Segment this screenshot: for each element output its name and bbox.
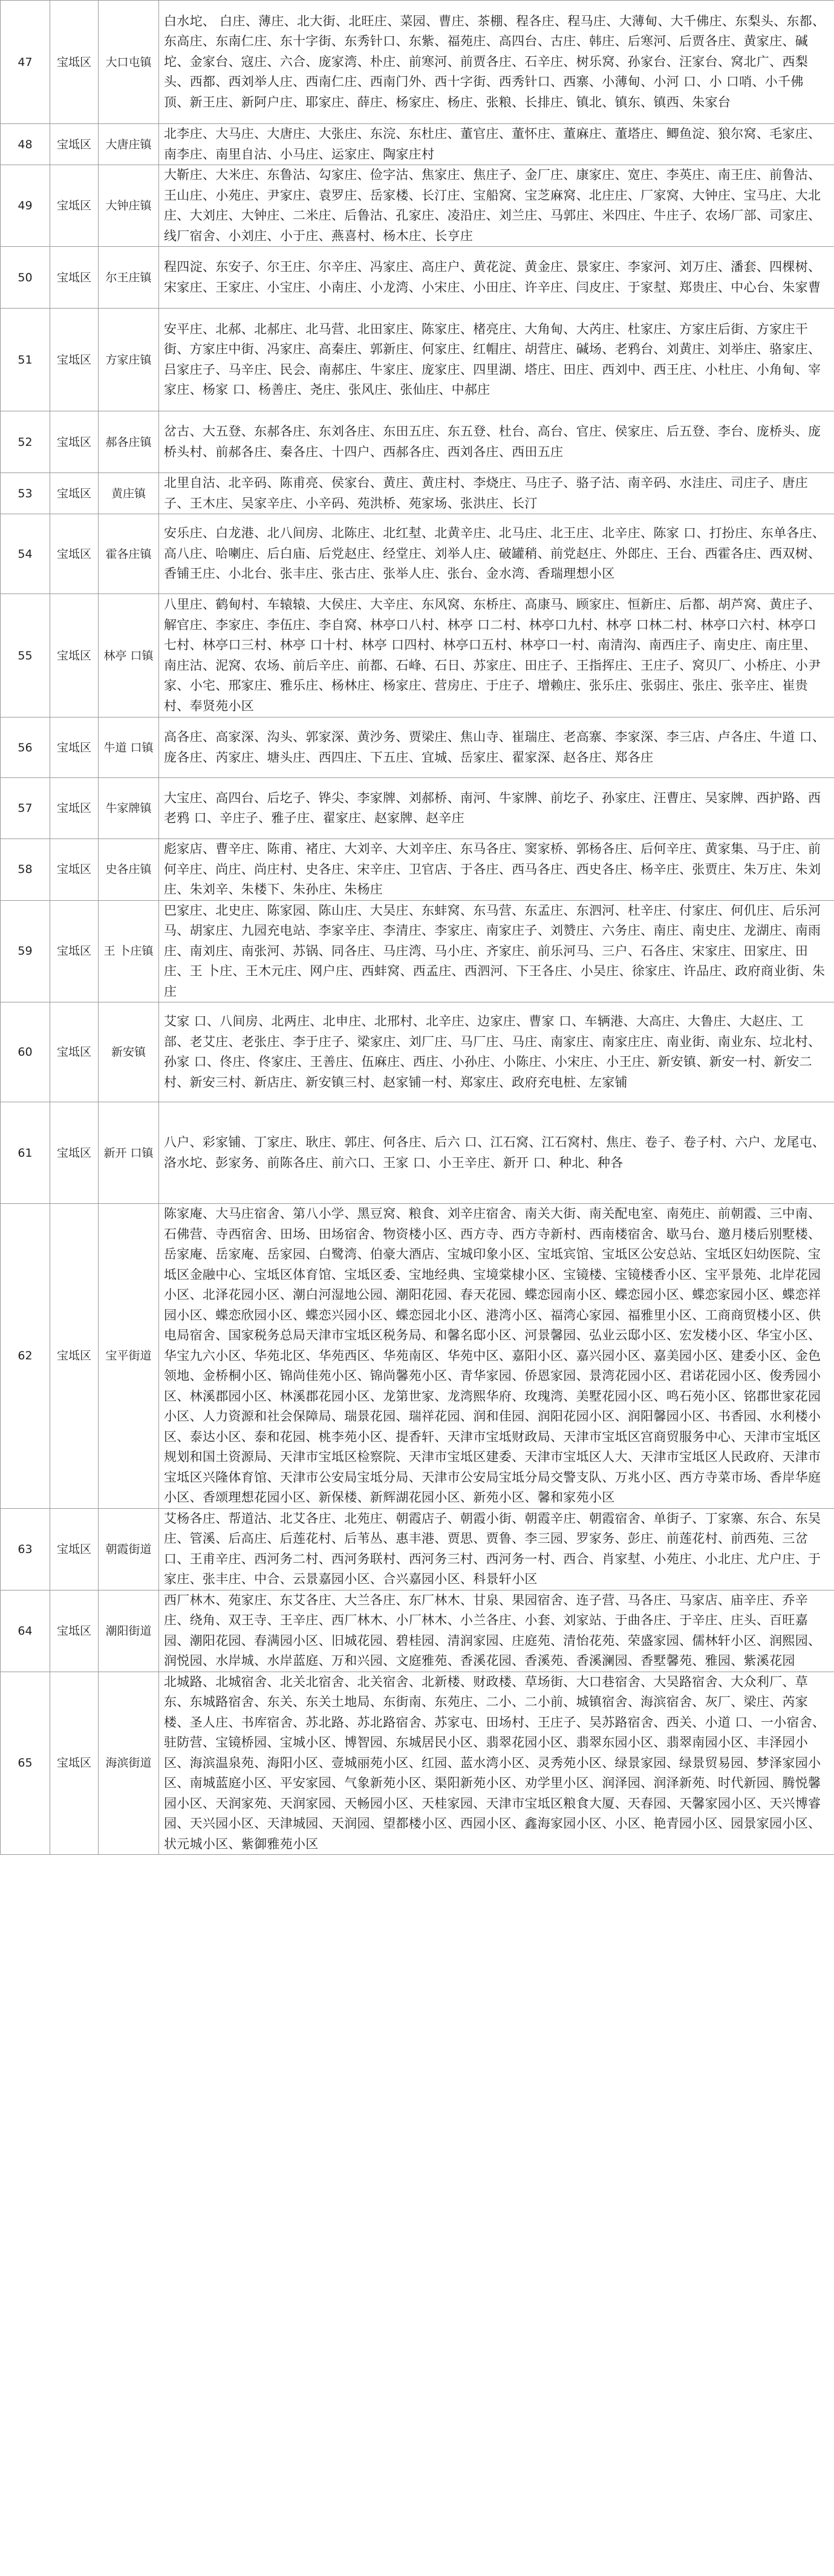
town-cell: 新开 口镇 [99,1102,159,1204]
town-cell: 史各庄镇 [99,839,159,901]
table-row [1,1,834,124]
row-number: 52 [1,411,50,473]
row-number: 49 [1,165,50,247]
town-cell: 新安镇 [99,1002,159,1102]
row-number: 56 [1,718,50,778]
table-row [1,165,834,247]
areas-cell: 北城路、北城宿舍、北关北宿舍、北关宿舍、北新楼、财政楼、草场街、大口巷宿舍、大吴路宿舍、大众利厂、草东、东城路宿舍、东关、东关土地局、东街南、东苑庄、二小、二小前、城镇宿舍、海滨宿舍、灰厂、梁庄、芮家楼、圣人庄、书库宿舍、苏北路、苏北路宿舍、苏家屯、田场村、王庄子、吴苏路宿舍、西关、小道 口、一小宿舍、驻防营、宝镜桥园、宝城小区、博智园、东城居民小区、翡翠花园小区、翡翠东园小区、翡翠南园小区、丰泽园小区、海滨温泉苑、海阳小区、壹城丽苑小区、红园、蓝水湾小区、灵秀苑小区、绿景家园、绿景贸易园、梦泽家园小区、南城蓝庭小区、平安家园、气象新苑小区、渠阳新苑小区、劝学里小区、润泽园、润泽新苑、时代新园、腾悦馨园小区、天润家苑、天润家园、天畅园小区、天桂家园、天津市宝坻区粮食大厦、天春园、天馨家园小区、天兴博睿园、天兴园小区、天津城园、天润园、望都楼小区、西园小区、鑫海家园小区、小区、艳青园小区、园景家园小区、状元城小区、紫御雅苑小区 [159,1672,834,1855]
areas-cell: 西厂林木、苑家庄、东艾各庄、大兰各庄、东厂林木、甘泉、果园宿舍、连子营、马各庄、马家店、庙辛庄、乔辛庄、绕角、双王寺、王辛庄、西厂林木、小厂林木、小兰各庄、小套、刘家站、于曲各庄、于辛庄、庄头、百旺嘉园、潮阳花园、春满园小区、旧城花园、碧桂园、清润家园、庄庭苑、清怡花苑、荣盛家园、儒林轩小区、润熙园、润悦园、水岸城、水岸蓝庭、万和兴园、文庭雅苑、香溪花园、香溪苑、香溪澜园、香墅馨苑、雅园、紫溪花园 [159,1590,834,1672]
areas-cell: 大靳庄、大米庄、东鲁沽、勾家庄、俭字沽、焦家庄、焦庄子、金厂庄、康家庄、宽庄、李英庄、南王庄、前鲁沽、王山庄、小苑庄、尹家庄、袁罗庄、岳家楼、长汀庄、宝船窝、宝芝麻窝、北庄庄、厂家窝、大钟庄、宝马庄、大北庄、大刘庄、大钟庄、二米庄、后鲁沽、孔家庄、凌沿庄、刘兰庄、马郭庄、米四庄、牛庄子、农场厂部、司家庄、线厂宿舍、小刘庄、小于庄、燕喜村、杨木庄、长亨庄 [159,165,834,247]
table-row [1,1002,834,1102]
areas-cell: 陈家庵、大马庄宿舍、第八小学、黑豆窝、粮食、刘辛庄宿舍、南关大街、南关配电室、南苑庄、前朝霞、三中南、石佛营、寺西宿舍、田场、田场宿舍、物资楼小区、西方寺、西方寺新村、西南楼宿舍、歇马台、邀月楼后别墅楼、岳家庵、岳家庵、岳家园、白鹭湾、伯豪大酒店、宝城印象小区、宝坻宾馆、宝坻区公安总站、宝坻区妇幼医院、宝坻区金融中心、宝坻区体育馆、宝坻区委、宝地经典、宝境棠棣小区、宝镜楼、宝镜楼香小区、宝平景苑、北岸花园小区、北泽花园小区、潮白河湿地公园、潮阳花园、春天花园、蝶恋园南小区、蝶恋园小区、蝶恋家园小区、蝶恋祥园小区、蝶恋欣园小区、蝶恋兴园小区、蝶恋园北小区、港湾小区、福湾心家园、福雅里小区、工商商贸楼小区、供电局宿舍、国家税务总局天津市宝坻区税务局、和馨名邸小区、河景馨园、弘业云邸小区、宏发楼小区、华宝小区、华宝九六小区、华苑北区、华苑西区、华苑南区、华苑中区、嘉阳小区、嘉兴园小区、嘉美园小区、建委小区、金色领地、金桥桐小区、锦尚佳苑小区、锦尚馨苑小区、青华家园、侨恩家园、景湾花园小区、君诺花园小区、俊秀园小区、林溪郡园小区、林溪郡花园小区、龙第世家、龙湾熙华府、玫瑰湾、美墅花园小区、鸣石苑小区、铭郡世家花园小区、人力资源和社会保障局、瑞景花园、瑞祥花园、润和佳园、润阳花园小区、润阳馨园小区、书香园、水利楼小区、泰达小区、泰和花园、桃李苑小区、提香轩、天津市宝坻财政局、天津市宝坻区宫商贸服务中心、天津市宝坻区规划和国土资源局、天津市宝坻区检察院、天津市宝坻区建委、天津市宝坻区人大、天津市宝坻区人民政府、天津市宝坻区兴隆体育馆、天津市公安局宝坻分局、天津市公安局宝坻分局交警支队、万兆小区、西方寺菜市场、香岸华庭小区、香颂理想花园小区、新保楼、新辉湖花园小区、新苑小区、馨和家苑小区 [159,1204,834,1509]
table-row [1,594,834,718]
areas-cell: 高各庄、高家深、沟头、郭家深、黄沙务、贾梁庄、焦山寺、崔瑞庄、老高寨、李家深、李三店、卢各庄、牛道 口、庞各庄、芮家庄、塘头庄、西四庄、下五庄、宜城、岳家庄、翟家深、赵各庄、郑各庄 [159,718,834,778]
district-cell: 宝坻区 [50,1204,99,1509]
table-row [1,473,834,514]
areas-cell: 岔古、大五登、东郝各庄、东刘各庄、东田五庄、东五登、杜台、高台、官庄、侯家庄、后五登、李台、庞桥头、庞桥头村、前郝各庄、秦各庄、十四户、西郝各庄、西刘各庄、西田五庄 [159,411,834,473]
town-cell: 朝霞街道 [99,1508,159,1590]
town-cell: 方家庄镇 [99,309,159,411]
district-cell: 宝坻区 [50,1508,99,1590]
areas-cell: 八里庄、鹤甸村、车辕辕、大侯庄、大辛庄、东风窝、东桥庄、高康马、顾家庄、恒新庄、后都、胡芦窝、黄庄子、解官庄、李家庄、李伍庄、李自窝、林亭口八村、林亭 口二村、林亭口九村、林亭 口林二村、林亭口六村、林亭口七村、林亭口三村、林亭 口十村、林亭 口四村、林亭口五村、林亭口一村、南清沟、南西庄子、南史庄、南庄里、南庄沽、泥窝、农场、前后辛庄、前都、石峰、石日、苏家庄、田庄子、王指挥庄、王庄子、窝贝厂、小桥庄、小尹家、小宅、邢家庄、雅乐庄、杨林庄、杨家庄、营房庄、于庄子、增赖庄、张乐庄、张弱庄、张庄、张辛庄、崔贵村、奉贤苑小区 [159,594,834,718]
district-cell: 宝坻区 [50,1002,99,1102]
town-cell: 大钟庄镇 [99,165,159,247]
district-cell: 宝坻区 [50,514,99,594]
row-number: 50 [1,247,50,309]
row-number: 58 [1,839,50,901]
table-row [1,124,834,165]
town-cell: 海滨街道 [99,1672,159,1855]
town-cell: 尔王庄镇 [99,247,159,309]
table-row [1,1672,834,1855]
table-row [1,718,834,778]
district-cell: 宝坻区 [50,900,99,1002]
district-cell: 宝坻区 [50,1590,99,1672]
areas-cell: 程四淀、东安子、尔王庄、尔辛庄、冯家庄、高庄户、黄花淀、黄金庄、景家庄、李家河、刘万庄、潘套、四棵树、宋家庄、王家庄、小宝庄、小南庄、小龙湾、小宋庄、小田庄、许辛庄、闫皮庄、于家堼、郑贵庄、中心台、朱家曹 [159,247,834,309]
row-number: 63 [1,1508,50,1590]
row-number: 47 [1,1,50,124]
town-cell: 林亭 口镇 [99,594,159,718]
row-number: 55 [1,594,50,718]
district-cell: 宝坻区 [50,718,99,778]
table-row [1,1590,834,1672]
district-cell: 宝坻区 [50,778,99,839]
areas-cell: 八户、彩家铺、丁家庄、耿庄、郭庄、何各庄、后六 口、江石窝、江石窝村、焦庄、卷子、卷子村、六户、龙尾屯、洛水坨、彭家务、前陈各庄、前六口、王家 口、小王辛庄、新开 口、种北、种各 [159,1102,834,1204]
town-cell: 牛道 口镇 [99,718,159,778]
row-number: 65 [1,1672,50,1855]
row-number: 61 [1,1102,50,1204]
district-cell: 宝坻区 [50,1102,99,1204]
town-cell: 大唐庄镇 [99,124,159,165]
table-row [1,839,834,901]
district-cell: 宝坻区 [50,411,99,473]
row-number: 51 [1,309,50,411]
district-cell: 宝坻区 [50,124,99,165]
row-number: 57 [1,778,50,839]
table-row [1,1204,834,1509]
town-cell: 大口屯镇 [99,1,159,124]
areas-cell: 艾家 口、八间房、北两庄、北申庄、北邢村、北辛庄、边家庄、曹家 口、车辆港、大高庄、大鲁庄、大赵庄、工部、老艾庄、老张庄、李于庄子、梁家庄、刘厂庄、马厂庄、马庄、南家庄、南家庄庄、南业街、南业东、垃北村、孙家 口、佟庄、佟家庄、王善庄、伍麻庄、西庄、小孙庄、小陈庄、小宋庄、小王庄、新安镇、新安一村、新安二村、新安三村、新店庄、新安镇三村、赵家铺一村、郑家庄、政府充电桩、左家铺 [159,1002,834,1102]
table-row [1,514,834,594]
town-cell: 霍各庄镇 [99,514,159,594]
town-cell: 王 卜庄镇 [99,900,159,1002]
town-cell: 黄庄镇 [99,473,159,514]
areas-cell: 北里自沽、北辛码、陈甫亮、侯家台、黄庄、黄庄村、李烧庄、马庄子、骆子沽、南辛码、水洼庄、司庄子、唐庄子、王木庄、吴家辛庄、小辛码、苑洪桥、苑家场、张洪庄、长汀 [159,473,834,514]
table-row [1,1102,834,1204]
row-number: 62 [1,1204,50,1509]
areas-cell: 艾杨各庄、帮道沽、北艾各庄、北苑庄、朝霞店子、朝霞小街、朝霞辛庄、朝霞宿舍、单街子、丁家寨、东合、东吴庄、管溪、后高庄、后莲花村、后苇丛、惠丰港、贾思、贾鲁、李三园、罗家务、彭庄、前莲花村、前西苑、三岔 口、王甫辛庄、西河务二村、西河务联村、西河务三村、西河务一村、西合、肖家堼、小苑庄、小北庄、尤户庄、于家庄、张丰庄、中合、云景嘉园小区、合兴嘉园小区、科景轩小区 [159,1508,834,1590]
table-row [1,309,834,411]
district-cell: 宝坻区 [50,309,99,411]
areas-cell: 巴家庄、北史庄、陈家园、陈山庄、大吴庄、东蚌窝、东马营、东孟庄、东泗河、杜辛庄、付家庄、何仉庄、后乐河马、胡家庄、九园充电站、李家辛庄、李清庄、李家庄、南家庄子、刘赞庄、六务庄、南庄、南史庄、龙湖庄、南雨庄、南刘庄、南张河、苏锅、同各庄、马庄湾、马小庄、齐家庄、前乐河马、三户、石各庄、宋家庄、田家庄、田庄、王 卜庄、王木元庄、网户庄、西蚌窝、西孟庄、西泗河、下王各庄、小吴庄、徐家庄、许品庄、政府商业街、朱庄 [159,900,834,1002]
table-row [1,900,834,1002]
areas-cell: 彪家店、曹辛庄、陈甫、褚庄、大刘辛、大刘辛庄、东马各庄、窦家桥、郭杨各庄、后何辛庄、黄家集、马于庄、前何辛庄、尚庄、尚庄村、史各庄、宋辛庄、卫官店、于各庄、西马各庄、西史各庄、杨辛庄、张贾庄、朱万庄、朱刘庄、朱刘辛、朱楼下、朱孙庄、朱杨庄 [159,839,834,901]
town-cell: 牛家牌镇 [99,778,159,839]
areas-cell: 白水坨、 白庄、薄庄、北大街、北旺庄、菜园、曹庄、茶棚、程各庄、程马庄、大薄甸、大千佛庄、东梨头、东都、东高庄、东南仁庄、东十字街、东秀针口、东紫、福苑庄、高四台、古庄、韩庄、后寒河、后贾各庄、黄家庄、碱坨、金家台、寇庄、六合、庞家湾、朴庄、前寒河、前贾各庄、石辛庄、树乐窝、孙家台、汪家台、窝北广、西梨头、西都、西刘举人庄、西南仁庄、西南门外、西十字街、西秀针口、西寨、小薄甸、小河 口、小 口哨、小千佛顶、新王庄、新阿户庄、耶家庄、薛庄、杨家庄、杨庄、张粮、长排庄、镇北、镇东、镇西、朱家台 [159,1,834,124]
district-cell: 宝坻区 [50,1672,99,1855]
row-number: 48 [1,124,50,165]
district-cell: 宝坻区 [50,473,99,514]
district-cell: 宝坻区 [50,165,99,247]
row-number: 60 [1,1002,50,1102]
table-row [1,247,834,309]
row-number: 54 [1,514,50,594]
town-cell: 宝平街道 [99,1204,159,1509]
district-cell: 宝坻区 [50,594,99,718]
row-number: 64 [1,1590,50,1672]
areas-cell: 大宝庄、高四台、后圪子、铧尖、李家牌、刘郝桥、南河、牛家牌、前圪子、孙家庄、汪曹庄、吴家牌、西护路、西老鸦 口、辛庄子、雅子庄、翟家庄、赵家牌、赵辛庄 [159,778,834,839]
table-body [1,1,834,1855]
district-cell: 宝坻区 [50,247,99,309]
district-cell: 宝坻区 [50,839,99,901]
table-row [1,1508,834,1590]
table-row [1,778,834,839]
areas-cell: 安乐庄、白龙港、北八间房、北陈庄、北红堼、北黄辛庄、北马庄、北王庄、北辛庄、陈家 口、打扮庄、东单各庄、高八庄、哈喇庄、后白庙、后党赵庄、经堂庄、刘举人庄、破罐稍、前党赵庄、外郎庄、王台、西霍各庄、西双树、香铺王庄、小北台、张丰庄、张古庄、张举人庄、张台、金水湾、香瑞理想小区 [159,514,834,594]
areas-cell: 安平庄、北郝、北郝庄、北马营、北田家庄、陈家庄、楮亮庄、大角甸、大芮庄、杜家庄、方家庄后街、方家庄干街、方家庄中街、冯家庄、高秦庄、郭新庄、何家庄、红帽庄、胡营庄、碱场、老鸦台、刘黄庄、刘举庄、骆家庄、吕家庄子、马辛庄、民会、南郝庄、牛家庄、庞家庄、四里湖、塔庄、田庄、西刘中、西王庄、小杜庄、小角甸、宰家庄、杨家 口、杨善庄、尧庄、张风庄、张仙庄、中郝庄 [159,309,834,411]
district-cell: 宝坻区 [50,1,99,124]
town-cell: 潮阳街道 [99,1590,159,1672]
row-number: 53 [1,473,50,514]
areas-cell: 北李庄、大马庄、大唐庄、大张庄、东浣、东杜庄、董官庄、董怀庄、董麻庄、董塔庄、鲫鱼淀、狼尔窝、毛家庄、南李庄、南里自沽、小马庄、运家庄、陶家庄村 [159,124,834,165]
table-row [1,411,834,473]
row-number: 59 [1,900,50,1002]
town-cell: 郝各庄镇 [99,411,159,473]
